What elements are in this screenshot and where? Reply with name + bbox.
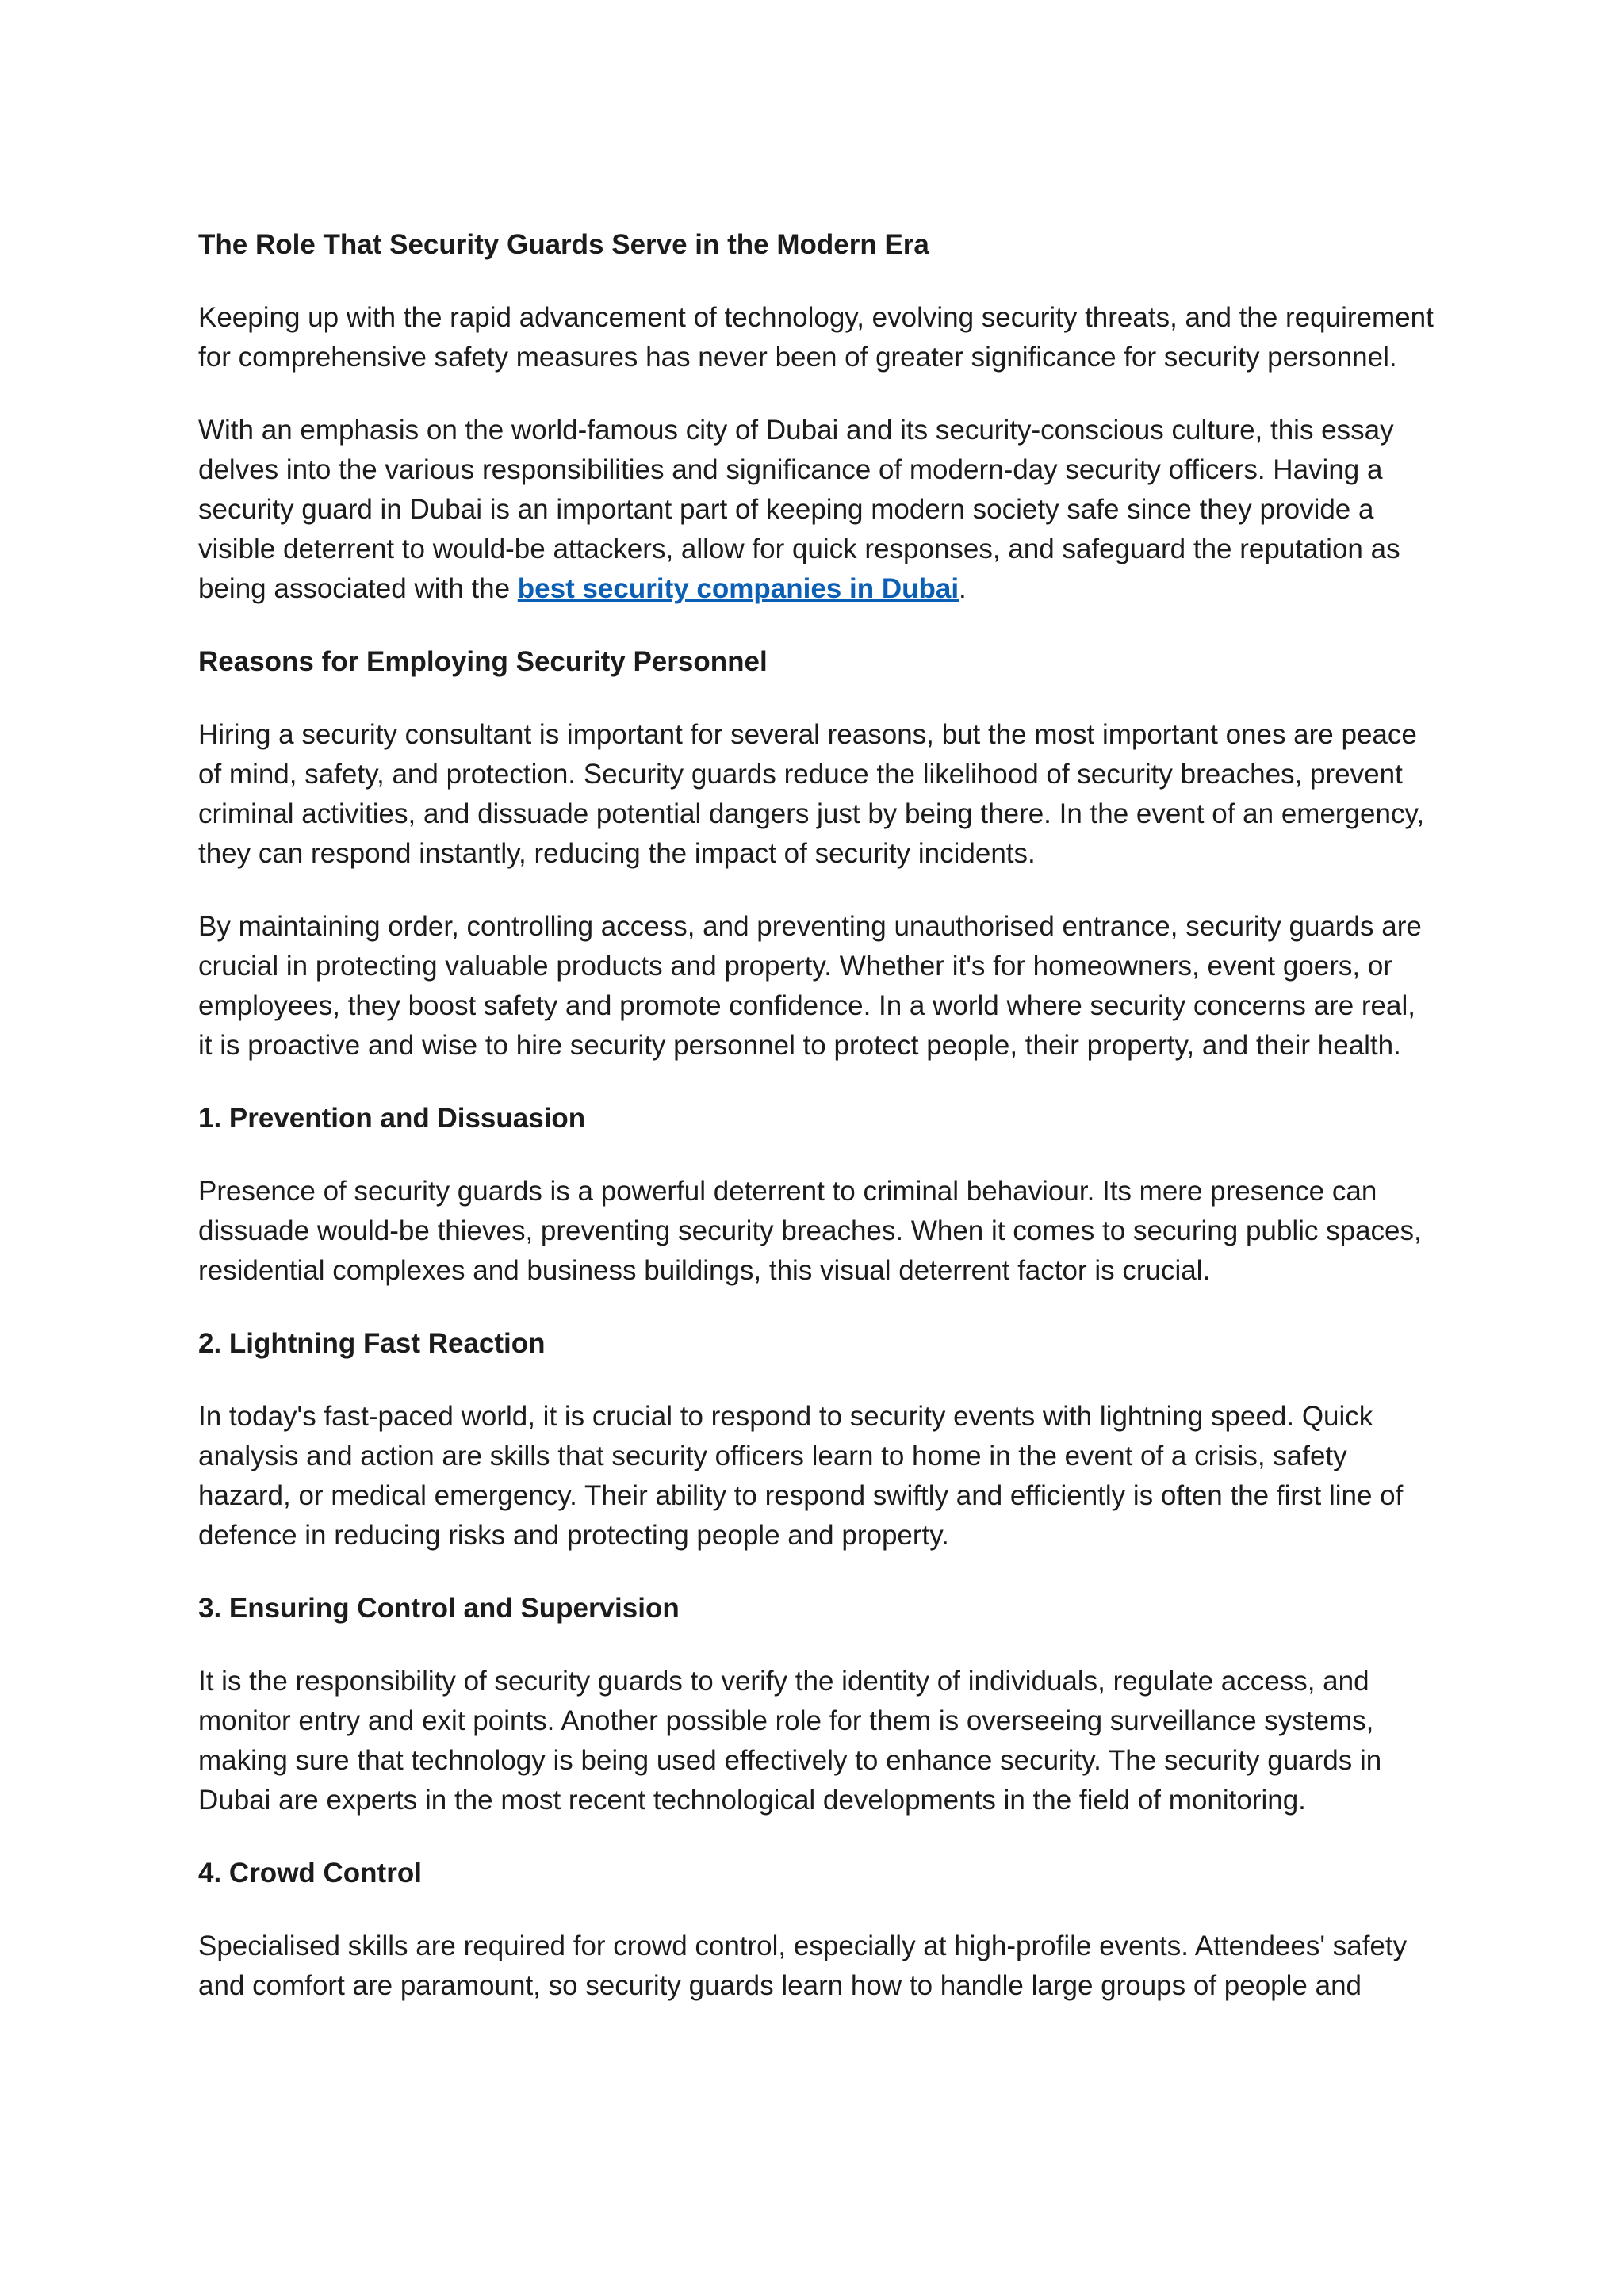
section-heading-prevention: 1. Prevention and Dissuasion (198, 1103, 586, 1134)
reasons-paragraph: By maintaining order, controlling access, and preventing unauthorised entrance, security guards are crucial in protecting valuable products and property. Whether it's for homeowners, event goers, or employees, they boost safety and promote confidence. In a world where security concerns are real, it is proactive and wise to hire security personnel to protect people, their property, and their health. (198, 911, 1422, 1061)
document-title: The Role That Security Guards Serve in the Modern Era (198, 229, 929, 260)
best-security-companies-link[interactable]: best security companies in Dubai (517, 573, 959, 604)
dubai-paragraph-end: . (959, 573, 967, 604)
intro-paragraph: Keeping up with the rapid advancement of technology, evolving security threats, and the requirement for comprehensive safety measures has never been of greater significance for security personnel. (198, 302, 1434, 373)
dubai-paragraph (198, 411, 1435, 609)
section-body-crowd: Specialised skills are required for crowd control, especially at high-profile events. Attendees' safety and comfort are paramount, so security guards learn how to handle large groups of people and (198, 1931, 1408, 2001)
section-heading-control: 3. Ensuring Control and Supervision (198, 1593, 680, 1624)
dubai-paragraph-text: With an emphasis on the world-famous city of Dubai and its security-conscious culture, this essay delves into the various responsibilities and significance of modern-day security officers. Having a security guard in Dubai is an important part of keeping modern society safe since they provide a visible deterrent to would-be attackers, allow for quick responses, and safeguard the reputation as being associated with the (198, 415, 1400, 604)
reasons-heading: Reasons for Employing Security Personnel (198, 646, 768, 677)
section-body-prevention: Presence of security guards is a powerful deterrent to criminal behaviour. Its mere presence can dissuade would-be thieves, preventing security breaches. When it comes to securing public spaces, residential complexes and business buildings, this visual deterrent factor is crucial. (198, 1176, 1422, 1286)
section-body-reaction: In today's fast-paced world, it is crucial to respond to security events with lightning speed. Quick analysis and action are skills that security officers learn to home in the event of a crisis, safety hazard, or medical emergency. Their ability to respond swiftly and efficiently is often the first line of defence in reducing risks and protecting people and property. (198, 1401, 1404, 1551)
section-heading-reaction: 2. Lightning Fast Reaction (198, 1328, 546, 1359)
document-body (198, 225, 1435, 2039)
section-body-control: It is the responsibility of security guards to verify the identity of individuals, regulate access, and monitor entry and exit points. Another possible role for them is overseeing surveillance systems, making sure that technology is being used effectively to enhance security. The security guards in Dubai are experts in the most recent technological developments in the field of monitoring. (198, 1666, 1382, 1816)
section-heading-crowd: 4. Crowd Control (198, 1858, 422, 1888)
reasons-paragraph: Hiring a security consultant is important for several reasons, but the most important ones are peace of mind, safety, and protection. Security guards reduce the likelihood of security breaches, prevent criminal activities, and dissuade potential dangers just by being there. In the event of an emergency, they can respond instantly, reducing the impact of security incidents. (198, 719, 1425, 869)
